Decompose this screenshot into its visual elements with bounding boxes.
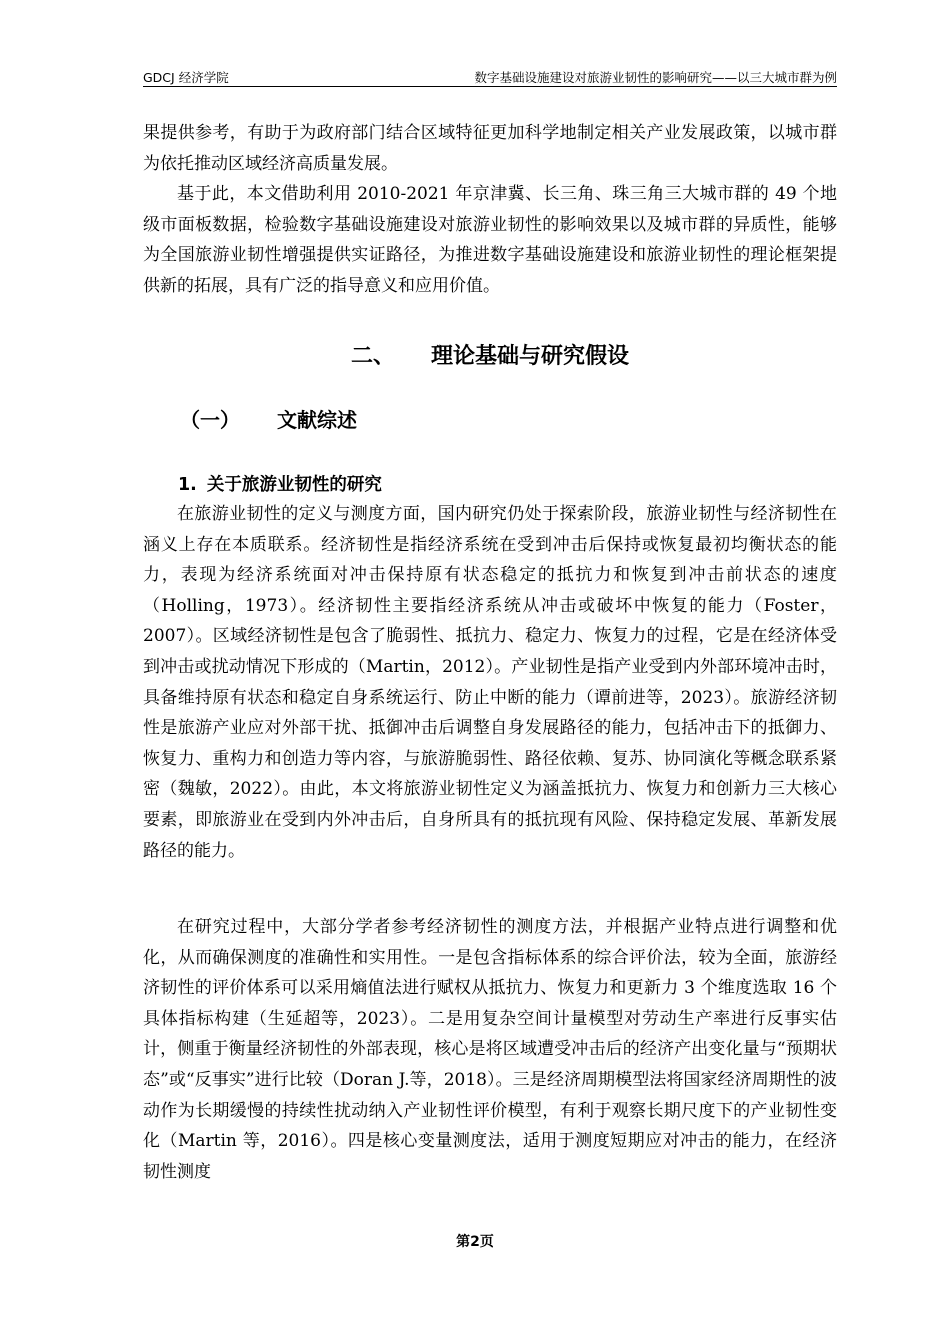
subsection-heading <box>180 404 357 436</box>
page-number: 第2页 <box>456 1234 494 1250</box>
subsection-title: 文献综述 <box>277 408 357 432</box>
header-institution: GDCJ 经济学院 <box>143 70 229 85</box>
subsubsection-title: 关于旅游业韧性的研究 <box>206 475 382 495</box>
section-title: 理论基础与研究假设 <box>431 344 630 369</box>
header-paper-title: 数字基础设施建设对旅游业韧性的影响研究——以三大城市群为例 <box>474 70 837 85</box>
paragraph-resilience-definition: 在旅游业韧性的定义与测度方面，国内研究仍处于探索阶段，旅游业韧性与经济韧性在涵义上存在本质联系。经济韧性是指经济系统在受到冲击后保持或恢复最初均衡状态的能力，表现为经济系统面对冲击保持原有状态稳定的抵抗力和恢复到冲击前状态的速度（Holling，1973）。经济韧性主要指经济系统从冲击或破坏中恢复的能力（Foster，2007）。区域经济韧性是包含了脆弱性、抵抗力、稳定力、恢复力的过程，它是在经济体受到冲击或扰动情况下形成的（Martin，2012）。产业韧性是指产业受到内外部环境冲击时，具备维持原有状态和稳定自身系统运行、防止中断的能力（谭前进等，2023）。旅游经济韧性是旅游产业应对外部干扰、抵御冲击后调整自身发展路径的能力，包括冲击下的抵御力、恢复力、重构力和创造力等内容，与旅游脆弱性、路径依赖、复苏、协同演化等概念联系紧密（魏敏，2022）。由此，本文将旅游业韧性定义为涵盖抵抗力、恢复力和创新力三大核心要素，即旅游业在受到内外冲击后，自身所具有的抵抗现有风险、保持稳定发展、革新发展路径的能力。 <box>143 504 837 861</box>
subsubsection-number: 1. <box>178 475 197 495</box>
subsection-number: （一） <box>180 408 240 432</box>
page-header <box>143 66 837 87</box>
subsubsection-heading <box>178 470 382 500</box>
section-heading <box>143 339 837 375</box>
paragraph-research-design: 基于此，本文借助利用 2010-2021 年京津冀、长三角、珠三角三大城市群的 49 个地级市面板数据，检验数字基础设施建设对旅游业韧性的影响效果以及城市群的异质性，能够为全国旅游业韧性增强提供实证路径，为推进数字基础设施建设和旅游业韧性的理论框架提供新的拓展，具有广泛的指导意义和应用价值。 <box>143 184 837 296</box>
section-number: 二、 <box>350 344 395 369</box>
paragraph-intro-continuation: 果提供参考，有助于为政府部门结合区域特征更加科学地制定相关产业发展政策，以城市群为依托推动区域经济高质量发展。 <box>143 123 837 174</box>
paragraph-measurement-methods: 在研究过程中，大部分学者参考经济韧性的测度方法，并根据产业特点进行调整和优化，从而确保测度的准确性和实用性。一是包含指标体系的综合评价法，较为全面，旅游经济韧性的评价体系可以采用熵值法进行赋权从抵抗力、恢复力和更新力 3 个维度选取 16 个具体指标构建（生延超等，2023）。二是用复杂空间计量模型对劳动生产率进行反事实估计，侧重于衡量经济韧性的外部表现，核心是将区域遭受冲击后的经济产出变化量与“预期状态”或“反事实”进行比较（Doran J.等，2018）。三是经济周期模型法将国家经济周期性的波动作为长期缓慢的持续性扰动纳入产业韧性评价模型，有利于观察长期尺度下的产业韧性变化（Martin 等，2016）。四是核心变量测度法，适用于测度短期应对冲击的能力，在经济韧性测度 <box>143 917 837 1182</box>
